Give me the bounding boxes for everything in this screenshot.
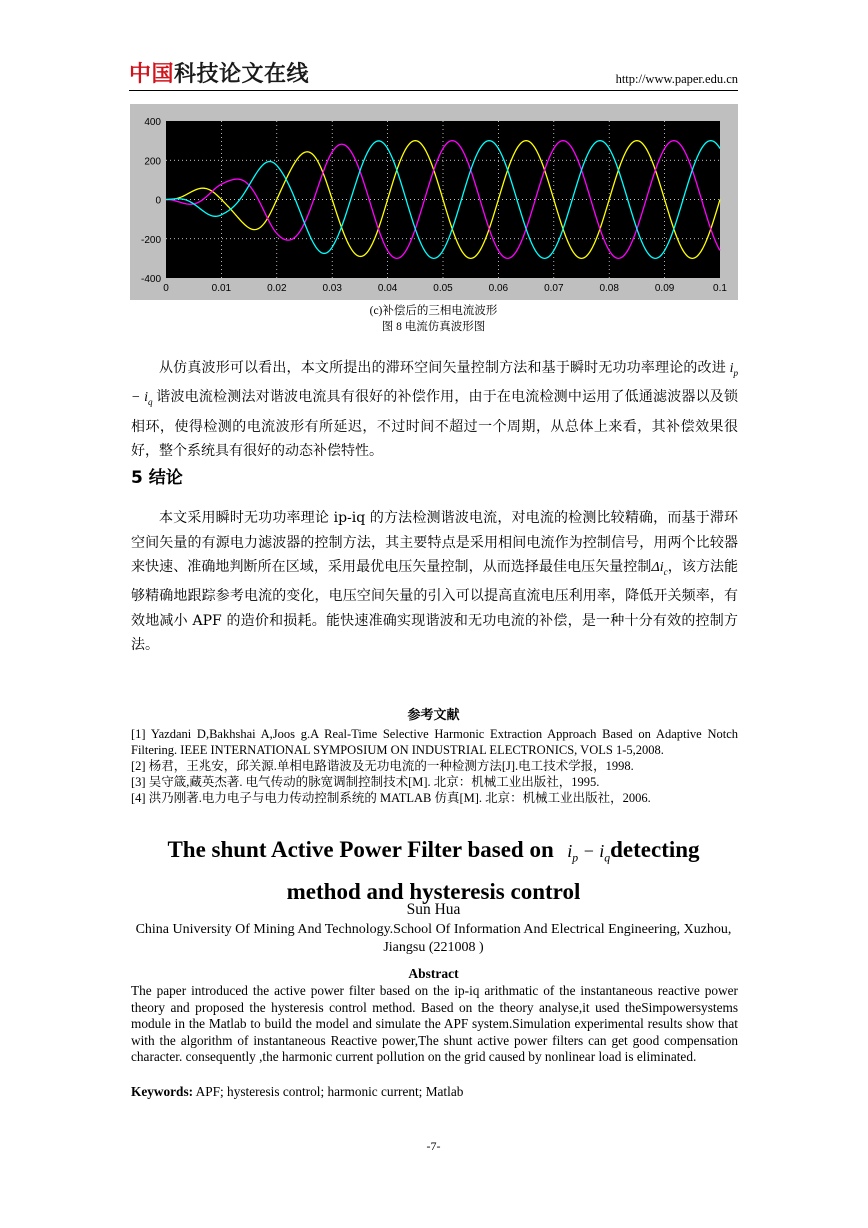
keywords-list: APF; hysteresis control; harmonic current; Matlab (193, 1084, 464, 1099)
reference-item: [1] Yazdani D,Bakhshai A,Joos g.A Real-Time Selective Harmonic Extraction Approach Based on Adaptive Notch Filtering. IEEE INTERNATIONAL SYMPOSIUM ON INDUSTRIAL ELECTRONICS, VOLS 1-5,2008. (131, 727, 738, 757)
abstract-heading: Abstract (408, 966, 459, 981)
y-tick-label: 0 (155, 195, 161, 207)
affiliation: China University Of Mining And Technology.School Of Information And Electrical Engineering, Xuzhou, Jiangsu (221008 ) (135, 922, 732, 955)
body-paragraph-2 (131, 506, 738, 658)
body-paragraph-1 (131, 356, 738, 464)
title-formula: $i_p - i_q$ (553, 841, 611, 865)
x-tick-label: 0.06 (488, 283, 509, 294)
logo-part-1: 中国 (129, 62, 175, 87)
x-tick-label: 0.08 (599, 283, 619, 294)
figure-caption: 图 8 电流仿真波形图 (381, 321, 486, 333)
para2-text-b: ，该方法能够精确地跟踪参考电流的变化，电压空间矢量的引入可以提高直流电压利用率，降低开关频率，有效地减小 APF 的造价和损耗。能快速准确实现谐波和无功电流的补偿，是一种十分有效的控制方法。 (131, 559, 739, 654)
reference-list (131, 726, 738, 806)
section-5-heading: 5 结论 (131, 468, 183, 488)
para1-text-b: 谐波电流检测法对谐波电流具有很好的补偿作用，由于在电流检测中运用了低通滤波器以及锁相环，使得检测的电流波形有所延迟，不过时间不超过一个周期，从总体上来看，其补偿效果很好，整个系统具有很好的动态补偿特性。 (131, 389, 739, 460)
figure-subcaption: (c)补偿后的三相电流波形 (369, 305, 498, 317)
y-tick-label: -400 (140, 274, 161, 285)
para2-text-a: 本文采用瞬时无功功率理论 ip-iq 的方法检测谐波电流，对电流的检测比较精确，而基于滞环空间矢量的有源电力滤波器的控制方法，其主要特点是采用相间电流作为控制信号，用两个比较器来快速、准确地判断所在区域，采用最优电压矢量控制，从而选择最佳电压矢量控制 (131, 510, 738, 575)
x-tick-label: 0 (163, 283, 169, 294)
y-tick-label: 200 (144, 156, 161, 168)
x-tick-label: 0.1 (713, 283, 727, 294)
keywords (131, 1084, 463, 1100)
author: Sun Hua (406, 901, 461, 918)
x-tick-label: 0.02 (267, 283, 287, 294)
delta-ic-formula: $\Delta i_c$ (651, 560, 668, 577)
title-line-2: method and hysteresis control (286, 878, 581, 904)
para1-text-a: 从仿真波形可以看出，本文所提出的滞环空间矢量控制方法和基于瞬时无功功率理论的改进 (159, 360, 726, 376)
x-tick-label: 0.09 (654, 283, 675, 294)
x-tick-label: 0.03 (322, 283, 342, 294)
logo-part-2: 科技论文在线 (174, 62, 310, 87)
ip-iq-formula: $i_p - i_q$ (131, 361, 738, 408)
header-rule (129, 90, 738, 91)
reference-item: [4] 洪乃刚著.电力电子与电力传动控制系统的 MATLAB 仿真[M]. 北京：机械工业出版社，2006. (131, 791, 651, 805)
reference-item: [2] 杨君，王兆安，邱关源.单相电路谐波及无功电流的一种检测方法[J].电工技术学报，1998. (131, 759, 634, 773)
x-tick-label: 0.01 (211, 283, 232, 294)
abstract-text: The paper introduced the active power filter based on the ip-iq arithmatic of the instantaneous reactive power theory and proposed the hysteresis control method. Based on the theory analyse,it used theSimpowersystems module in the Matlab to build the model and simulate the APF system.Simulation experimental results show that with the algorithm of instantaneous Reactive power,The shunt active power filters can get good compensation character. consequently ,the harmonic current pollution on the grid caused by nonlinear load is eliminated. (131, 983, 738, 1065)
x-tick-label: 0.05 (433, 283, 453, 294)
english-title (129, 833, 738, 908)
keywords-label: Keywords: (131, 1084, 194, 1099)
title-line-1b: detecting (610, 837, 700, 862)
reference-item: [3] 吴守箴,藏英杰著. 电气传动的脉宽调制控制技术[M]. 北京：机械工业出版社，1995. (131, 775, 600, 789)
x-tick-label: 0.07 (544, 283, 564, 294)
x-tick-label: 0.04 (377, 283, 398, 294)
header-url: http://www.paper.edu.cn (615, 72, 738, 86)
title-line-1a: The shunt Active Power Filter based on (167, 837, 554, 862)
page-number: -7- (426, 1139, 441, 1153)
journal-logo (129, 62, 309, 88)
y-tick-label: -200 (140, 234, 161, 246)
y-tick-label: 400 (144, 117, 161, 128)
current-waveform-chart (130, 104, 738, 300)
references-heading: 参考文献 (407, 708, 460, 723)
